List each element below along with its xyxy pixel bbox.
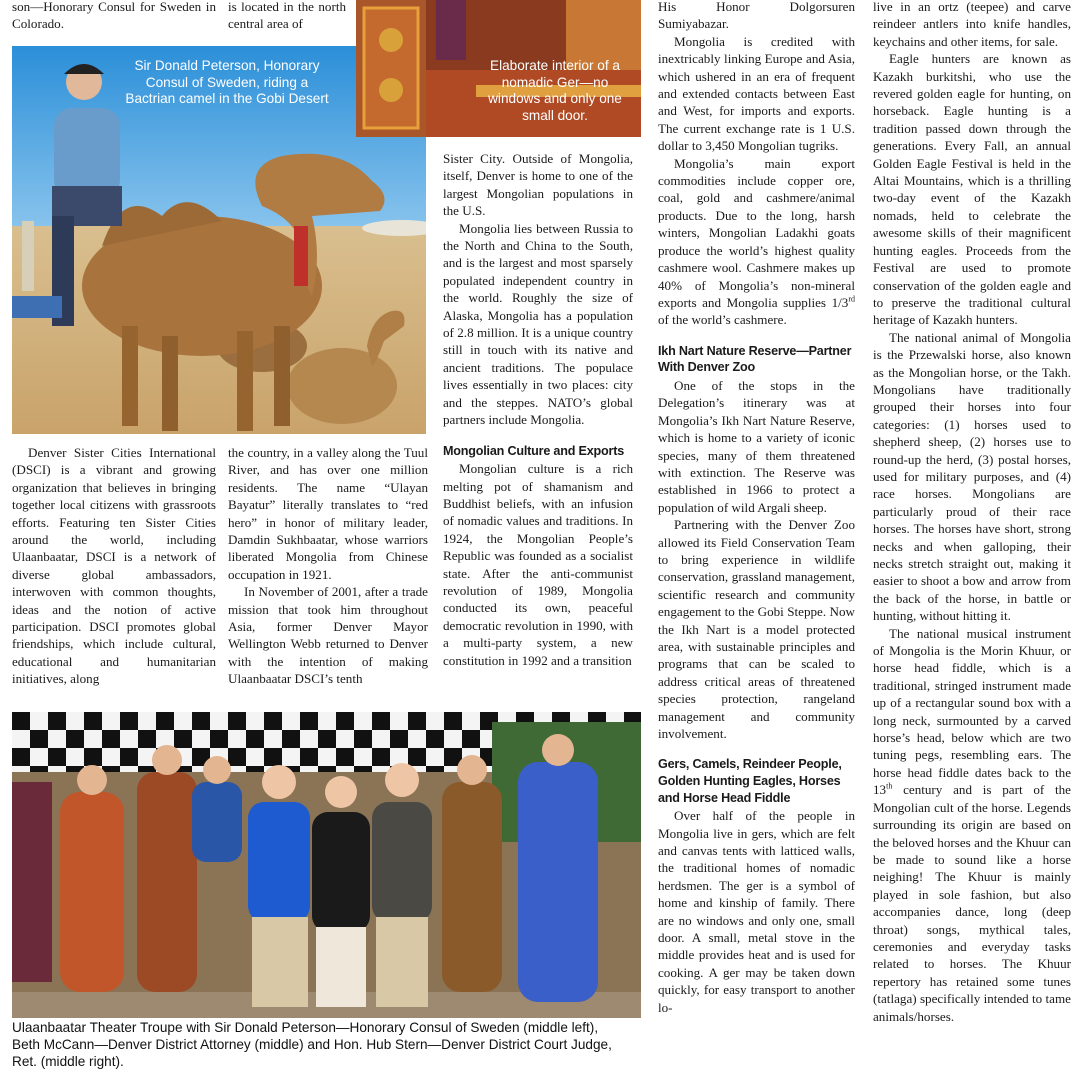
column-3 <box>443 150 633 669</box>
col5-paragraph-2: The national animal of Mongolia is the Przewalski horse, also known as the Mongolian horse, or the Takh. Mongolians have traditionally grouped their horses into four categories: (1) horses used to shepherd sheep, (2) horses use to round-up the herd, (3) postal horses, used for military purposes, and (4) race horses. Mongolians are particularly proud of their race horses. The horses have short, strong necks and when galloping, their necks stretch straight out, making it easier to shoot a bow and arrow from the back of the horse, in battle or hunting, without hitting it. <box>873 329 1071 624</box>
col5-paragraph-1: Eagle hunters are known as Kazakh burkitshi, who use the revered golden eagle for hunting, on horseback. Eagle hunting is a tradition passed down through the generations. Every Fall, an annual Golden Eagle Festival is held in the Altai Mountains, which is a thrilling two-day event of the Kazakh nomads, held to celebrate the awesome skills of their magnificent hunting eagles. Proceeds from the Festival are used to promote conservation of the golden eagle and to preserve the traditional cultural heritage of Kazakh hunters. <box>873 51 1071 328</box>
group-photo <box>12 712 641 1018</box>
column-1-body <box>12 444 216 688</box>
col3-paragraph-1: Sister City. Outside of Mongolia, itself, Denver is home to one of the largest Mongolian populations in the U.S. <box>443 151 633 219</box>
group-photo-illustration <box>12 712 641 1018</box>
column-2-top <box>228 0 346 33</box>
col3-paragraph-3: Mongolian culture is a rich melting pot of shamanism and Buddhist beliefs, with an infusion of nomadic values and traditions. In 1924, the Mongolian People’s Republic was founded as a socialist state. After the anti-communist revolution of 1989, Mongolia conducted its own, peaceful democratic revolution in 1990, with a multi-party system, a new constitution in 1992 and a transition <box>443 461 633 668</box>
col4-heading-ikh-nart: Ikh Nart Nature Reserve—Partner With Denver Zoo <box>658 343 852 375</box>
group-photo-caption: Ulaanbaatar Theater Troupe with Sir Donald Peterson—Honorary Consul of Sweden (middle left), Beth McCann—Denver District Attorney (middle) and Hon. Hub Stern—Denver District Court Judge, Ret. (middle right). <box>12 1020 612 1069</box>
col4-heading-gers: Gers, Camels, Reindeer People, Golden Hunting Eagles, Horses and Horse Head Fiddle <box>658 757 842 805</box>
column-1-top <box>12 0 216 33</box>
col5-top-text: live in an ortz (teepee) and carve reindeer antlers into knife handles, keychains and other items, for sale. <box>873 0 1071 49</box>
col4-paragraph-5: Over half of the people in Mongolia live in gers, which are felt and canvas tents with latticed walls, the traditional homes of nomadic herdsmen. The ger is a symbol of home and kinship of family. There are no windows and only one, small door. A small, metal stove in the middle provides heat and is used for cooking. A ger may be taken down quickly, for easy transport to another lo- <box>658 808 855 1015</box>
col4-paragraph-2: Mongolia’s main export commodities include copper ore, coal, gold and cashmere/animal products. Due to the long, harsh winters, Mongolian Ladakhi goats produce the world’s highest quality cashmere wool. Cashmere makes up 40% of Mongolia’s non-mineral exports and Mongolia supplies 1/3rd of the world’s cashmere. <box>658 155 855 328</box>
col4-paragraph-1: Mongolia is credited with inextricably linking Europe and Asia, which ushered in an era of frequent and extended contacts between East and West, for imports and exports. The current exchange rate is 1 U.S. dollar to 3,450 Mongolian tugriks. <box>658 33 855 154</box>
col2-top-text: is located in the north central area of <box>228 0 346 32</box>
col3-paragraph-2: Mongolia lies between Russia to the North and China to the South, and is the largest and most sparsely populated independent country in the world. Roughly the size of Alaska, Mongolia has a population of 2.8 million. It is a unique country still in touch with its native and ancient traditions. The populace lives essentially in two places: city and the steppes. NATO’s global partners include Mongolia. <box>443 220 633 428</box>
column-2-body <box>228 444 428 688</box>
col4-paragraph-4: Partnering with the Denver Zoo allowed its Field Conservation Team to bring experience in wildlife conservation, grassland management, scientific research and community engagement to the Gobi Steppe. Now the Ikh Nart is a model protected area, with sustainable principles and programs that can be scaled to address critical areas of threatened species protection, rangeland management and community involvement. <box>658 517 855 742</box>
col2-paragraph-1: the country, in a valley along the Tuul River, and has over one million residents. The name “Ulayan Bayatur” literally translates to “red hero” in honor of military leader, Damdin Sukhbaatar, whose warriors liberated Mongolia from Chinese occupation in 1921. <box>228 445 428 582</box>
col2-paragraph-2: In November of 2001, after a trade mission that took him throughout Asia, former Denver Mayor Wellington Webb returned to Denver with the intention of making Ulaanbaatar DSCI’s tenth <box>228 584 428 687</box>
ger-photo <box>356 0 641 137</box>
col4-paragraph-3: One of the stops in the Delegation’s itinerary was at Mongolia’s Ikh Nart Nature Reserve, which is home to a variety of iconic species, many of them threatened with extinction. The Reserve was established in 1966 to protect a population of wild Argali sheep. <box>658 377 855 515</box>
ger-photo-caption: Elaborate interior of a nomadic Ger—no windows and only one small door. <box>488 58 622 123</box>
column-5 <box>873 0 1071 1025</box>
col4-top-text: His Honor Dolgorsuren Sumiyabazar. <box>658 0 855 32</box>
col1-paragraph: Denver Sister Cities International (DSCI) is a vibrant and growing organization that believes in bringing together local citizens with grassroots efforts. Featuring ten Sister Cities around the world, including Ulaanbaatar, DSCI is a network of diverse global ambassadors, interwoven with common thoughts, ideas and the notion of active participation. DSCI promotes global friendships, which include cultural, educational and humanitarian initiatives, along <box>12 445 216 687</box>
camel-photo-caption: Sir Donald Peterson, Honorary Consul of Sweden, riding a Bactrian camel in the Gobi Desert <box>125 58 329 106</box>
col5-paragraph-3: The national musical instrument of Mongolia is the Morin Khuur, or horse head fiddle, which is a traditional, stringed instrument made up of a rectangular sound box with a long neck, surmounted by a carved horse’s head, below which are two tuning pegs, resembling ears. The horse head fiddle dates back to the 13th century and is part of the Mongolian cult of the horse. Legends surrounding its origin are based on the beloved horses and the Khuur can be made to sound like a horse neighing! The Khuur is mainly played in sole fashion, but also accompanies dance, long (deep throat) songs, mythical tales, ceremonies and everyday tasks related to horses. The Khuur repertory has retained some tunes (tatlaga) specifically intended to tame animals/horses. <box>873 625 1071 1024</box>
col1-top-text: son—Honorary Consul for Sweden in Colorado. <box>12 0 216 32</box>
column-4 <box>658 0 855 1016</box>
col3-heading-culture: Mongolian Culture and Exports <box>443 443 625 458</box>
